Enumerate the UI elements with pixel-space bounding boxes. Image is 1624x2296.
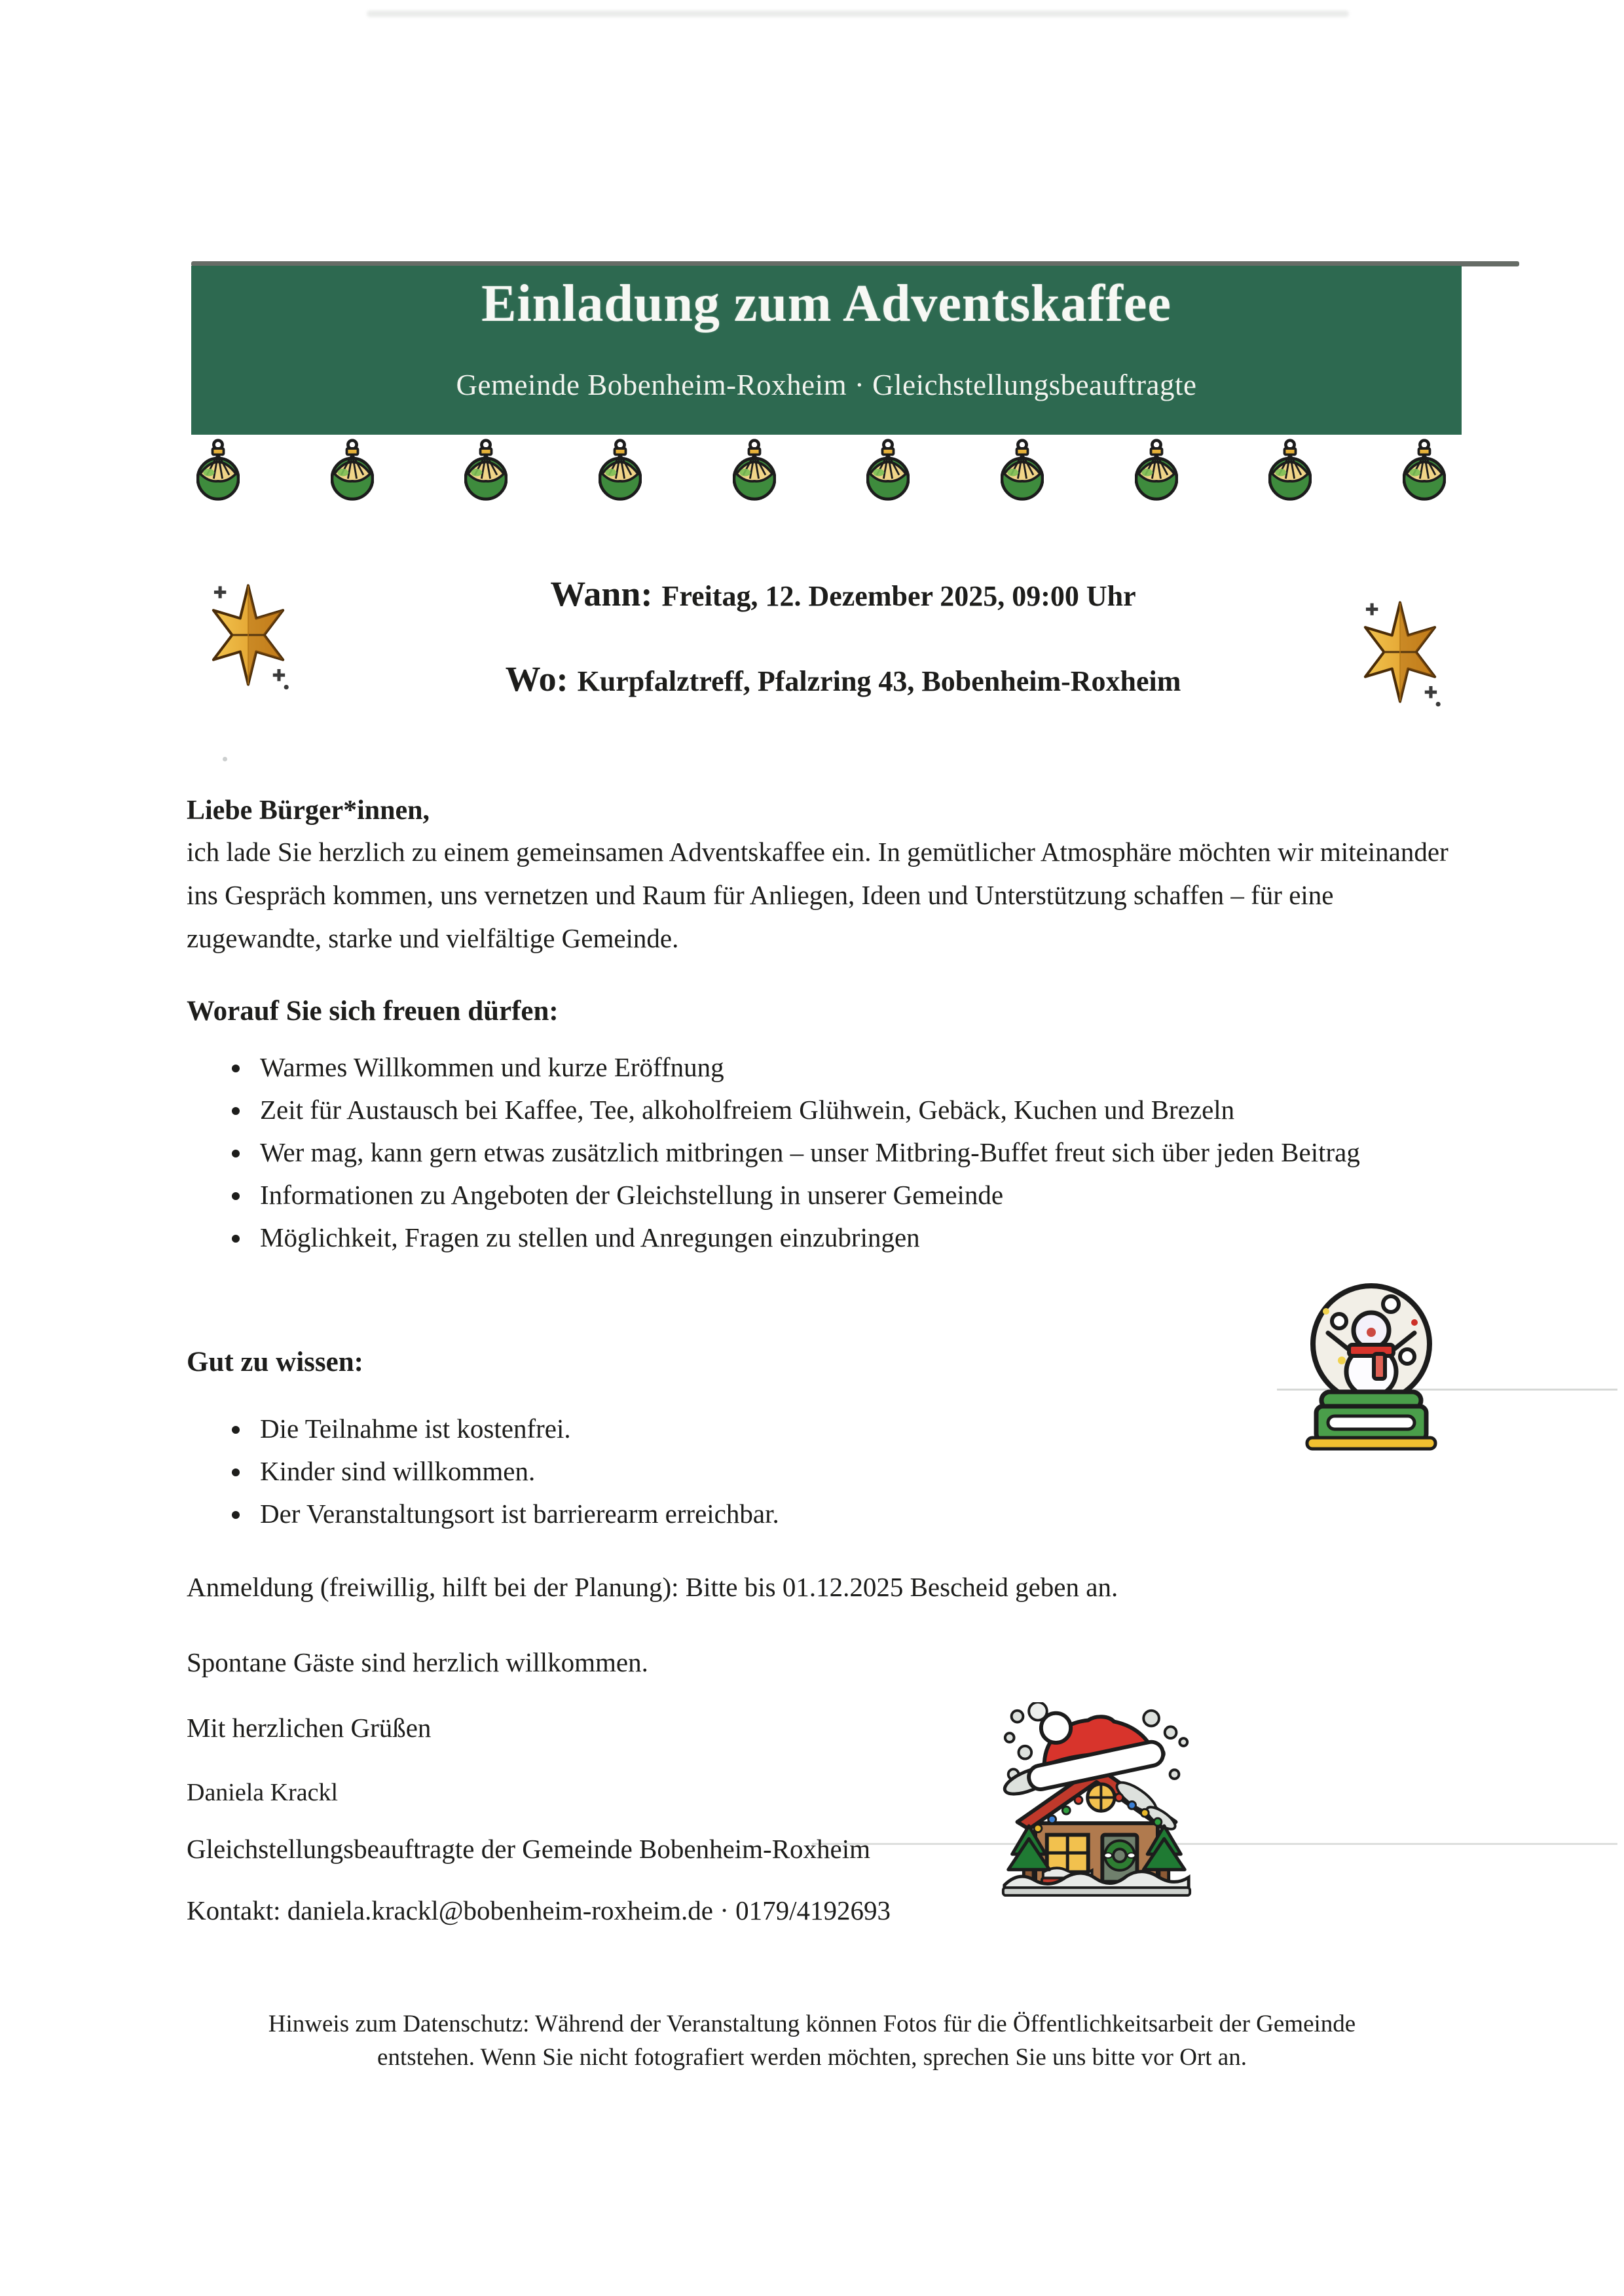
christmas-bauble-icon xyxy=(599,437,642,501)
header-banner xyxy=(191,266,1462,435)
section-heading-good-to-know: Gut zu wissen: xyxy=(187,1347,363,1377)
good-to-know-list-wrap xyxy=(187,1408,1450,1535)
christmas-bauble-icon xyxy=(866,437,910,501)
privacy-line-2: entstehen. Wenn Sie nicht fotografiert werden möchten, sprechen Sie uns bitte vor Ort an. xyxy=(377,2044,1247,2071)
christmas-bauble-icon xyxy=(733,437,776,501)
bauble-garland xyxy=(196,437,1446,503)
highlights-list xyxy=(187,1046,1450,1259)
list-item: • Informationen zu Angeboten der Gleichstellung in unserer Gemeinde xyxy=(252,1174,1450,1216)
spontaneous-note: Spontane Gäste sind herzlich willkommen. xyxy=(187,1647,648,1677)
christmas-bauble-icon xyxy=(331,437,374,501)
when-label: Wann: xyxy=(550,574,653,613)
page-title: Einladung zum Adventskaffee xyxy=(481,275,1172,333)
where-label: Wo: xyxy=(505,659,568,699)
list-item: • Wer mag, kann gern etwas zusätzlich mitbringen – unser Mitbring-Buffet freut sich über jeden Beitrag xyxy=(252,1131,1450,1174)
christmas-bauble-icon xyxy=(464,437,507,501)
contact-line: Kontakt: daniela.krackl@bobenheim-roxheim.de · 0179/4192693 xyxy=(187,1895,891,1925)
salutation: Liebe Bürger*innen, xyxy=(187,795,430,826)
scan-artifact-smudge xyxy=(367,10,1349,17)
christmas-bauble-icon xyxy=(1135,437,1178,501)
scan-artifact-speck xyxy=(223,757,227,761)
section-heading-highlights: Worauf Sie sich freuen dürfen: xyxy=(187,996,559,1027)
signer-name: Daniela Krackl xyxy=(187,1779,339,1806)
event-where xyxy=(210,659,1477,699)
privacy-line-1: Hinweis zum Datenschutz: Während der Veranstaltung können Fotos für die Öffentlichkeitsarbeit der Gemeinde xyxy=(268,2011,1356,2037)
closing-regards: Mit herzlichen Grüßen xyxy=(187,1713,432,1743)
christmas-bauble-icon xyxy=(196,437,240,501)
registration-note: Anmeldung (freiwillig, hilft bei der Planung): Bitte bis 01.12.2025 Bescheid geben an. xyxy=(187,1572,1118,1602)
list-item: • Warmes Willkommen und kurze Eröffnung xyxy=(252,1046,1450,1089)
signer-role: Gleichstellungsbeauftragte der Gemeinde Bobenheim-Roxheim xyxy=(187,1834,871,1864)
christmas-bauble-icon xyxy=(1268,437,1312,501)
when-value: Freitag, 12. Dezember 2025, 09:00 Uhr xyxy=(661,580,1136,612)
privacy-notice xyxy=(92,2007,1532,2074)
event-details xyxy=(210,574,1477,699)
event-when xyxy=(210,574,1477,614)
banner-subtitle: Gemeinde Bobenheim-Roxheim · Gleichstellungsbeauftragte xyxy=(456,369,1197,401)
snow-globe-snowman-icon xyxy=(1302,1281,1441,1452)
list-item: • Zeit für Austausch bei Kaffee, Tee, alkoholfreiem Glühwein, Gebäck, Kuchen und Brezeln xyxy=(252,1089,1450,1131)
gingerbread-house-santa-hat-icon xyxy=(998,1702,1194,1899)
christmas-bauble-icon xyxy=(1403,437,1446,501)
intro-paragraph: ich lade Sie herzlich zu einem gemeinsamen Adventskaffee ein. In gemütlicher Atmosphäre möchten wir miteinander ins Gespräch kommen, uns vernetzen und Raum für Anliegen, Ideen und Unterstützung schaffen – für eine zugewandte, starke und vielfältige Gemeinde. xyxy=(187,837,1449,953)
list-item: • Der Veranstaltungsort ist barrierearm erreichbar. xyxy=(252,1493,1450,1535)
list-item: • Kinder sind willkommen. xyxy=(252,1450,1450,1493)
good-to-know-list xyxy=(187,1408,1450,1535)
list-item: • Die Teilnahme ist kostenfrei. xyxy=(252,1408,1450,1450)
where-value: Kurpfalztreff, Pfalzring 43, Bobenheim-Roxheim xyxy=(577,665,1181,697)
christmas-bauble-icon xyxy=(1001,437,1044,501)
highlights-list-wrap xyxy=(187,1046,1450,1259)
list-item: • Möglichkeit, Fragen zu stellen und Anregungen einzubringen xyxy=(252,1216,1450,1259)
